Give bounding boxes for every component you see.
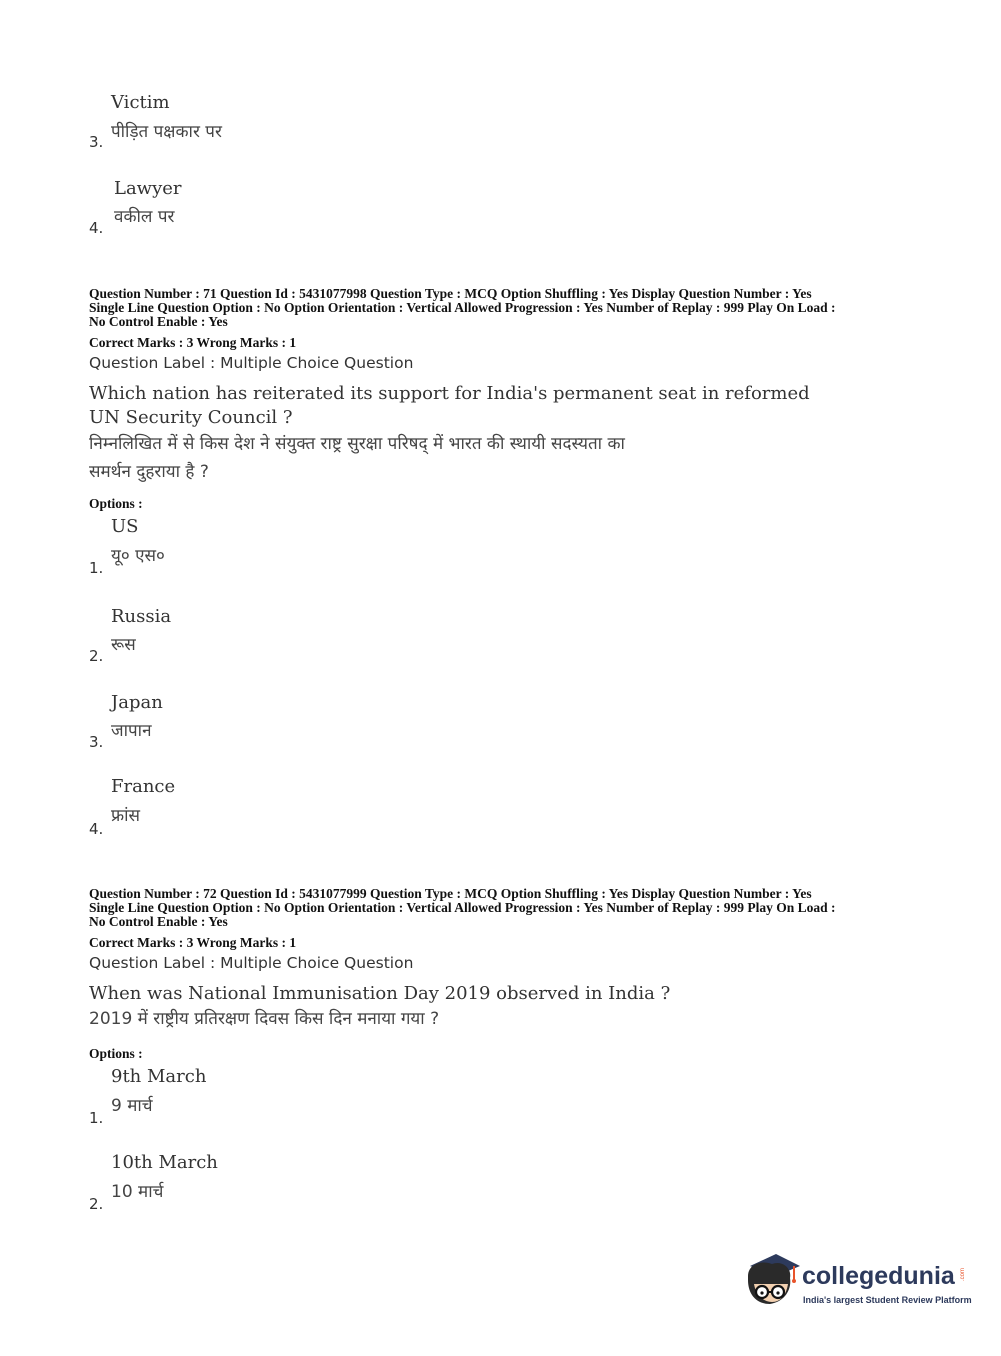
question-text-hi: 2019 में राष्ट्रीय प्रतिरक्षण दिवस किस दिन मनाया गया ? [89,1009,440,1029]
question-meta-line: Question Number : 71 Question Id : 5431077998 Question Type : MCQ Option Shuffling : Yes Display Question Number : Yes [89,286,812,301]
option-text-en: Russia [111,606,172,627]
logo-wordmark: collegedunia [802,1262,955,1290]
option-text-hi: जापान [111,721,152,741]
question-text-hi: निम्नलिखित में से किस देश ने संयुक्त राष्ट्र सुरक्षा परिषद् में भारत की स्थायी सदस्यता का [89,434,625,454]
option-text-en: Lawyer [114,178,182,199]
logo-com: .com [960,1268,966,1282]
question-label: Question Label : Multiple Choice Question [89,354,414,372]
question-text-en: UN Security Council ? [89,407,293,428]
option-text-hi: वकील पर [114,207,175,227]
option-number: 3. [89,733,104,751]
option-text-en: Japan [111,692,163,713]
option-text-hi: फ्रांस [111,806,141,826]
option-text-hi: रूस [111,635,136,655]
option-text-en: 10th March [111,1152,218,1173]
question-meta-line: No Control Enable : Yes [89,914,228,929]
mascot-icon [742,1250,802,1310]
option-text-hi: 9 मार्च [111,1096,153,1116]
option-number: 3. [89,133,104,151]
option-text-en: 9th March [111,1066,207,1087]
option-number: 2. [89,1195,104,1213]
option-number: 4. [89,820,104,838]
option-text-en: France [111,776,176,797]
question-meta-line: No Control Enable : Yes [89,314,228,329]
option-number: 2. [89,647,104,665]
marks-info: Correct Marks : 3 Wrong Marks : 1 [89,335,297,350]
option-text-en: US [111,516,139,537]
option-number: 1. [89,1109,104,1127]
option-text-hi: यू० एस० [111,546,165,566]
question-meta-line: Question Number : 72 Question Id : 5431077999 Question Type : MCQ Option Shuffling : Yes Display Question Number : Yes [89,886,812,901]
option-text-hi: 10 मार्च [111,1182,164,1202]
question-meta-line: Single Line Question Option : No Option Orientation : Vertical Allowed Progression : Yes Number of Replay : 999 Play On Load : [89,900,836,915]
question-text-en: Which nation has reiterated its support for India's permanent seat in reformed [89,383,810,404]
options-header: Options : [89,496,143,511]
option-text-en: Victim [111,92,170,113]
option-number: 4. [89,219,104,237]
question-label: Question Label : Multiple Choice Question [89,954,414,972]
question-text-en: When was National Immunisation Day 2019 observed in India ? [89,983,671,1004]
question-text-hi: समर्थन दुहराया है ? [89,462,209,482]
option-text-hi: पीड़ित पक्षकार पर [111,122,222,142]
marks-info: Correct Marks : 3 Wrong Marks : 1 [89,935,297,950]
options-header: Options : [89,1046,143,1061]
option-number: 1. [89,559,104,577]
logo-tagline: India's largest Student Review Platform [803,1295,972,1305]
question-meta-line: Single Line Question Option : No Option Orientation : Vertical Allowed Progression : Yes Number of Replay : 999 Play On Load : [89,300,836,315]
collegedunia-logo [742,1250,972,1312]
